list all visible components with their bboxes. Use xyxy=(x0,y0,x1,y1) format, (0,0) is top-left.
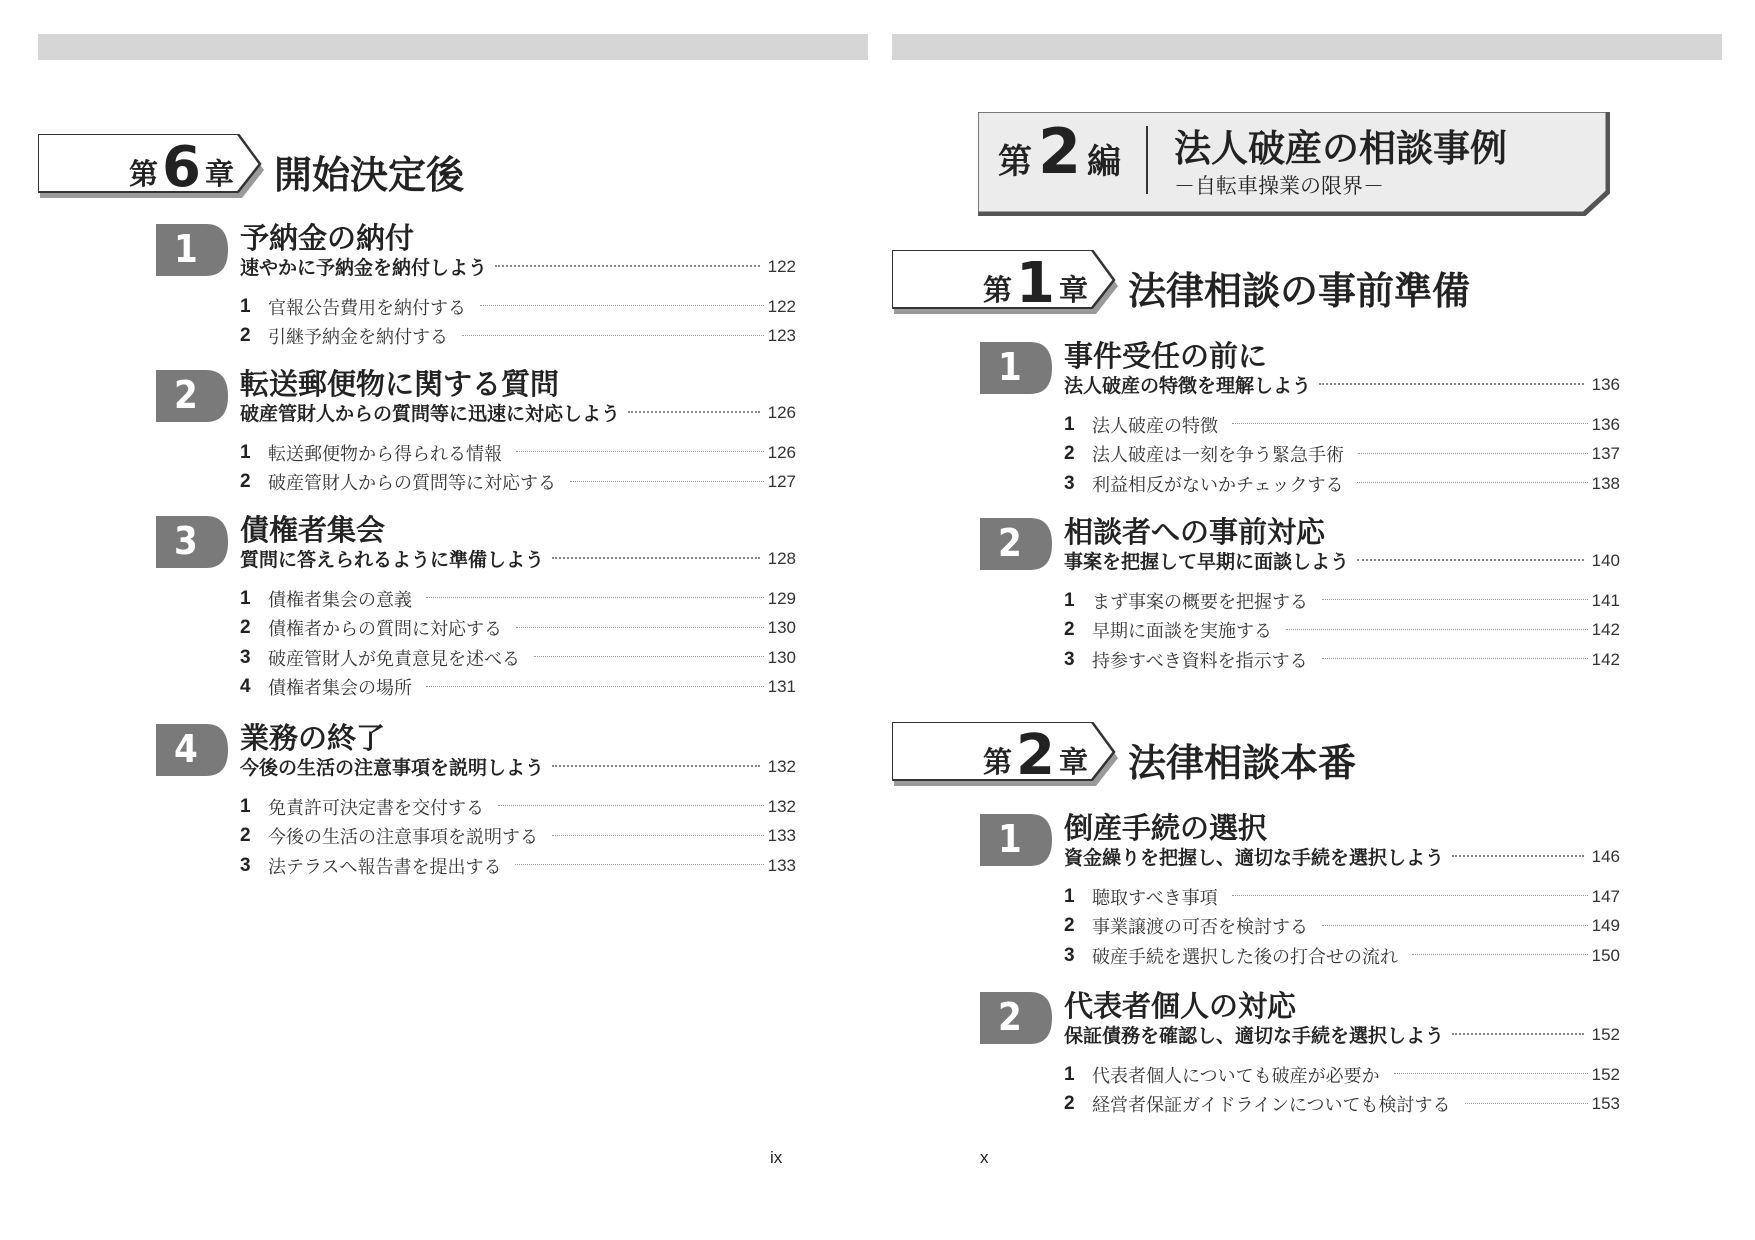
leader-dots xyxy=(1322,925,1588,926)
leader-dots xyxy=(1452,855,1584,857)
leader-dots xyxy=(426,686,764,687)
section-subtitle: 破産管財人からの質問等に迅速に対応しよう xyxy=(240,403,621,425)
section-title: 予納金の納付 xyxy=(240,221,415,255)
toc-item[interactable] xyxy=(240,292,796,322)
item-list xyxy=(240,438,796,497)
item-number: 3 xyxy=(1064,648,1075,670)
section-number-badge xyxy=(156,724,226,774)
leader-dots xyxy=(1322,658,1588,659)
item-page: 152 xyxy=(1591,1064,1620,1084)
item-page: 142 xyxy=(1591,649,1620,669)
item-text: 破産手続を選択した後の打合せの流れ xyxy=(1092,946,1398,968)
item-text: まず事案の概要を把握する xyxy=(1092,591,1308,613)
section-subtitle: 質問に答えられるように準備しよう xyxy=(240,549,545,571)
section-title: 代表者個人の対応 xyxy=(1064,989,1297,1023)
leader-dots xyxy=(1465,1103,1588,1104)
item-list xyxy=(240,584,796,702)
leader-dots xyxy=(462,335,764,336)
item-number: 3 xyxy=(240,854,251,876)
item-text: 官報公告費用を納付する xyxy=(268,297,466,319)
section-subtitle: 資金繰りを把握し、適切な手続を選択しよう xyxy=(1064,847,1445,869)
item-text: 破産管財人が免責意見を述べる xyxy=(268,648,520,670)
item-text: 代表者個人についても破産が必要か xyxy=(1092,1065,1380,1087)
section-number: 2 xyxy=(174,373,198,417)
item-page: 122 xyxy=(767,296,796,316)
chapter-suffix: 章 xyxy=(1058,273,1088,307)
section-number: 3 xyxy=(174,519,198,563)
leader-dots xyxy=(1412,954,1588,955)
item-text: 法人破産の特徴 xyxy=(1092,415,1218,437)
leader-dots xyxy=(1286,629,1588,630)
item-number: 2 xyxy=(240,617,251,639)
toc-item[interactable] xyxy=(1064,645,1620,675)
item-number: 1 xyxy=(1064,885,1075,907)
leader-dots xyxy=(1452,1033,1584,1035)
item-text: 早期に面談を実施する xyxy=(1092,621,1272,643)
chapter-number: 1 xyxy=(1016,251,1055,316)
section-subtitle: 事案を把握して早期に面談しよう xyxy=(1064,551,1350,573)
section-number-badge xyxy=(156,516,226,566)
section-subtitle-row[interactable] xyxy=(240,399,796,426)
item-number: 2 xyxy=(1064,619,1075,641)
item-page: 126 xyxy=(767,442,796,462)
leader-dots xyxy=(534,656,764,657)
item-page: 130 xyxy=(767,618,796,638)
left-header-bar xyxy=(38,34,868,60)
item-text: 債権者からの質問に対応する xyxy=(268,619,502,641)
toc-item[interactable] xyxy=(1064,616,1620,646)
toc-item[interactable] xyxy=(1064,1090,1620,1120)
item-list xyxy=(1064,882,1620,971)
chapter-1-header xyxy=(892,250,1652,320)
item-text: 債権者集会の意義 xyxy=(268,589,412,611)
item-page: 131 xyxy=(767,677,796,697)
chapter-title: 開始決定後 xyxy=(274,153,465,197)
item-page: 132 xyxy=(767,796,796,816)
chapter-2-header xyxy=(892,722,1652,792)
toc-item[interactable] xyxy=(1064,1060,1620,1090)
item-page: 129 xyxy=(767,588,796,608)
section-page: 152 xyxy=(1591,1024,1620,1044)
section-page: 132 xyxy=(767,756,796,776)
item-number: 2 xyxy=(240,825,251,847)
item-number: 1 xyxy=(1064,589,1075,611)
section-number-badge xyxy=(156,370,226,420)
section-subtitle-row[interactable] xyxy=(240,253,796,280)
item-page: 130 xyxy=(767,647,796,667)
item-number: 3 xyxy=(1064,472,1075,494)
chapter-ribbon xyxy=(892,722,1106,788)
toc-item[interactable] xyxy=(240,438,796,468)
toc-item[interactable] xyxy=(240,643,796,673)
part-prefix: 第 xyxy=(998,142,1032,182)
leader-dots xyxy=(1232,423,1588,424)
item-list xyxy=(240,292,796,351)
item-list xyxy=(1064,1060,1620,1119)
toc-item[interactable] xyxy=(1064,586,1620,616)
section-subtitle-row[interactable] xyxy=(1064,371,1620,398)
section-number-badge xyxy=(980,992,1050,1042)
section-title: 業務の終了 xyxy=(240,721,386,755)
item-text: 事業譲渡の可否を検討する xyxy=(1092,917,1308,939)
item-number: 1 xyxy=(240,587,251,609)
item-text: 免責許可決定書を交付する xyxy=(268,797,484,819)
leader-dots xyxy=(1232,895,1588,896)
toc-item[interactable] xyxy=(1064,440,1620,470)
item-text: 利益相反がないかチェックする xyxy=(1092,474,1344,496)
leader-dots xyxy=(628,411,760,413)
section-title: 転送郵便物に関する質問 xyxy=(240,367,560,401)
chapter-number: 6 xyxy=(162,135,201,200)
section-number: 1 xyxy=(998,817,1022,861)
toc-item[interactable] xyxy=(240,468,796,498)
item-text: 債権者集会の場所 xyxy=(268,678,412,700)
section-page: 122 xyxy=(767,256,796,276)
leader-dots xyxy=(516,627,764,628)
leader-dots xyxy=(1322,599,1588,600)
section-subtitle-row[interactable] xyxy=(1064,547,1620,574)
item-list xyxy=(1064,410,1620,499)
section-page: 126 xyxy=(767,402,796,422)
chapter-number: 2 xyxy=(1016,723,1055,788)
item-text: 今後の生活の注意事項を説明する xyxy=(268,827,538,849)
toc-item[interactable] xyxy=(240,614,796,644)
section-number: 1 xyxy=(998,345,1022,389)
item-page: 150 xyxy=(1591,945,1620,965)
section-number-badge xyxy=(980,814,1050,864)
item-list xyxy=(240,792,796,881)
chapter-prefix: 第 xyxy=(129,157,159,191)
section-subtitle-row[interactable] xyxy=(240,753,796,780)
toc-item[interactable] xyxy=(240,584,796,614)
chapter-6-header xyxy=(38,134,798,204)
leader-dots xyxy=(552,835,764,836)
item-page: 149 xyxy=(1591,916,1620,936)
toc-item[interactable] xyxy=(1064,469,1620,499)
section-page: 146 xyxy=(1591,846,1620,866)
leader-dots xyxy=(495,265,760,267)
leader-dots xyxy=(552,765,760,767)
leader-dots xyxy=(516,451,764,452)
leader-dots xyxy=(1357,559,1584,561)
part-divider xyxy=(1146,126,1148,194)
item-number: 3 xyxy=(1064,944,1075,966)
chapter-prefix: 第 xyxy=(983,745,1013,779)
item-text: 法人破産は一刻を争う緊急手術 xyxy=(1092,445,1344,467)
toc-item[interactable] xyxy=(240,673,796,703)
section-subtitle-row[interactable] xyxy=(1064,1021,1620,1048)
toc-item[interactable] xyxy=(1064,941,1620,971)
leader-dots xyxy=(480,305,764,306)
page-number-left: ix xyxy=(770,1148,783,1167)
item-list xyxy=(1064,586,1620,675)
section-subtitle-row[interactable] xyxy=(240,545,796,572)
item-number: 2 xyxy=(1064,915,1075,937)
item-page: 133 xyxy=(767,855,796,875)
item-page: 153 xyxy=(1591,1094,1620,1114)
toc-item[interactable] xyxy=(1064,410,1620,440)
leader-dots xyxy=(1358,453,1588,454)
chapter-title: 法律相談の事前準備 xyxy=(1128,269,1471,313)
toc-item[interactable] xyxy=(1064,912,1620,942)
leader-dots xyxy=(498,805,764,806)
chapter-ribbon xyxy=(892,250,1106,316)
leader-dots xyxy=(515,864,763,865)
section-page: 128 xyxy=(767,548,796,568)
leader-dots xyxy=(552,557,760,559)
section-title: 事件受任の前に xyxy=(1064,339,1268,373)
item-number: 4 xyxy=(240,676,251,698)
item-text: 法テラスへ報告書を提出する xyxy=(268,856,502,878)
section-number: 2 xyxy=(998,521,1022,565)
item-page: 136 xyxy=(1591,414,1620,434)
toc-item[interactable] xyxy=(240,322,796,352)
item-page: 147 xyxy=(1591,886,1620,906)
item-number: 1 xyxy=(240,295,251,317)
item-page: 123 xyxy=(767,326,796,346)
section-number: 1 xyxy=(174,227,198,271)
right-header-bar xyxy=(892,34,1722,60)
item-number: 3 xyxy=(240,646,251,668)
toc-item[interactable] xyxy=(240,792,796,822)
item-text: 転送郵便物から得られる情報 xyxy=(268,443,502,465)
toc-item[interactable] xyxy=(1064,882,1620,912)
chapter-suffix: 章 xyxy=(1058,745,1088,779)
chapter-ribbon xyxy=(38,134,252,200)
section-page: 140 xyxy=(1591,550,1620,570)
item-text: 経営者保証ガイドラインについても検討する xyxy=(1092,1095,1451,1117)
item-page: 137 xyxy=(1591,444,1620,464)
section-subtitle-row[interactable] xyxy=(1064,843,1620,870)
item-number: 2 xyxy=(1064,443,1075,465)
section-subtitle: 今後の生活の注意事項を説明しよう xyxy=(240,757,545,779)
section-title: 債権者集会 xyxy=(240,513,386,547)
leader-dots xyxy=(426,597,764,598)
item-text: 持参すべき資料を指示する xyxy=(1092,650,1308,672)
section-number-badge xyxy=(980,342,1050,392)
section-page: 136 xyxy=(1591,374,1620,394)
section-subtitle: 保証債務を確認し、適切な手続を選択しよう xyxy=(1064,1025,1445,1047)
part-2-header xyxy=(978,112,1608,214)
chapter-title: 法律相談本番 xyxy=(1128,741,1357,785)
item-number: 2 xyxy=(240,471,251,493)
part-suffix: 編 xyxy=(1087,142,1122,182)
part-number: 2 xyxy=(1038,115,1082,188)
section-number: 2 xyxy=(998,995,1022,1039)
section-title: 相談者への事前対応 xyxy=(1064,515,1326,549)
leader-dots xyxy=(1394,1073,1588,1074)
item-number: 1 xyxy=(1064,1063,1075,1085)
leader-dots xyxy=(1319,383,1584,385)
page-number-right: x xyxy=(980,1148,989,1167)
item-number: 1 xyxy=(240,441,251,463)
section-number: 4 xyxy=(174,727,198,771)
item-text: 聴取すべき事項 xyxy=(1092,887,1218,909)
part-title: 法人破産の相談事例 xyxy=(1174,127,1507,170)
chapter-suffix: 章 xyxy=(204,157,234,191)
item-page: 141 xyxy=(1591,590,1620,610)
toc-item[interactable] xyxy=(240,822,796,852)
leader-dots xyxy=(570,481,764,482)
leader-dots xyxy=(1357,482,1587,483)
item-number: 2 xyxy=(240,325,251,347)
item-text: 引継予納金を納付する xyxy=(268,327,448,349)
section-number-badge xyxy=(980,518,1050,568)
chapter-prefix: 第 xyxy=(983,273,1013,307)
item-page: 138 xyxy=(1591,473,1620,493)
item-number: 1 xyxy=(240,795,251,817)
section-title: 倒産手続の選択 xyxy=(1064,811,1268,845)
item-page: 133 xyxy=(767,826,796,846)
toc-item[interactable] xyxy=(240,851,796,881)
part-subtitle: －自転車操業の限界－ xyxy=(1174,174,1384,198)
section-subtitle: 法人破産の特徴を理解しよう xyxy=(1064,375,1312,397)
item-number: 1 xyxy=(1064,413,1075,435)
section-subtitle: 速やかに予納金を納付しよう xyxy=(240,257,488,279)
item-page: 142 xyxy=(1591,620,1620,640)
item-text: 破産管財人からの質問等に対応する xyxy=(268,473,556,495)
item-number: 2 xyxy=(1064,1093,1075,1115)
item-page: 127 xyxy=(767,472,796,492)
section-number-badge xyxy=(156,224,226,274)
